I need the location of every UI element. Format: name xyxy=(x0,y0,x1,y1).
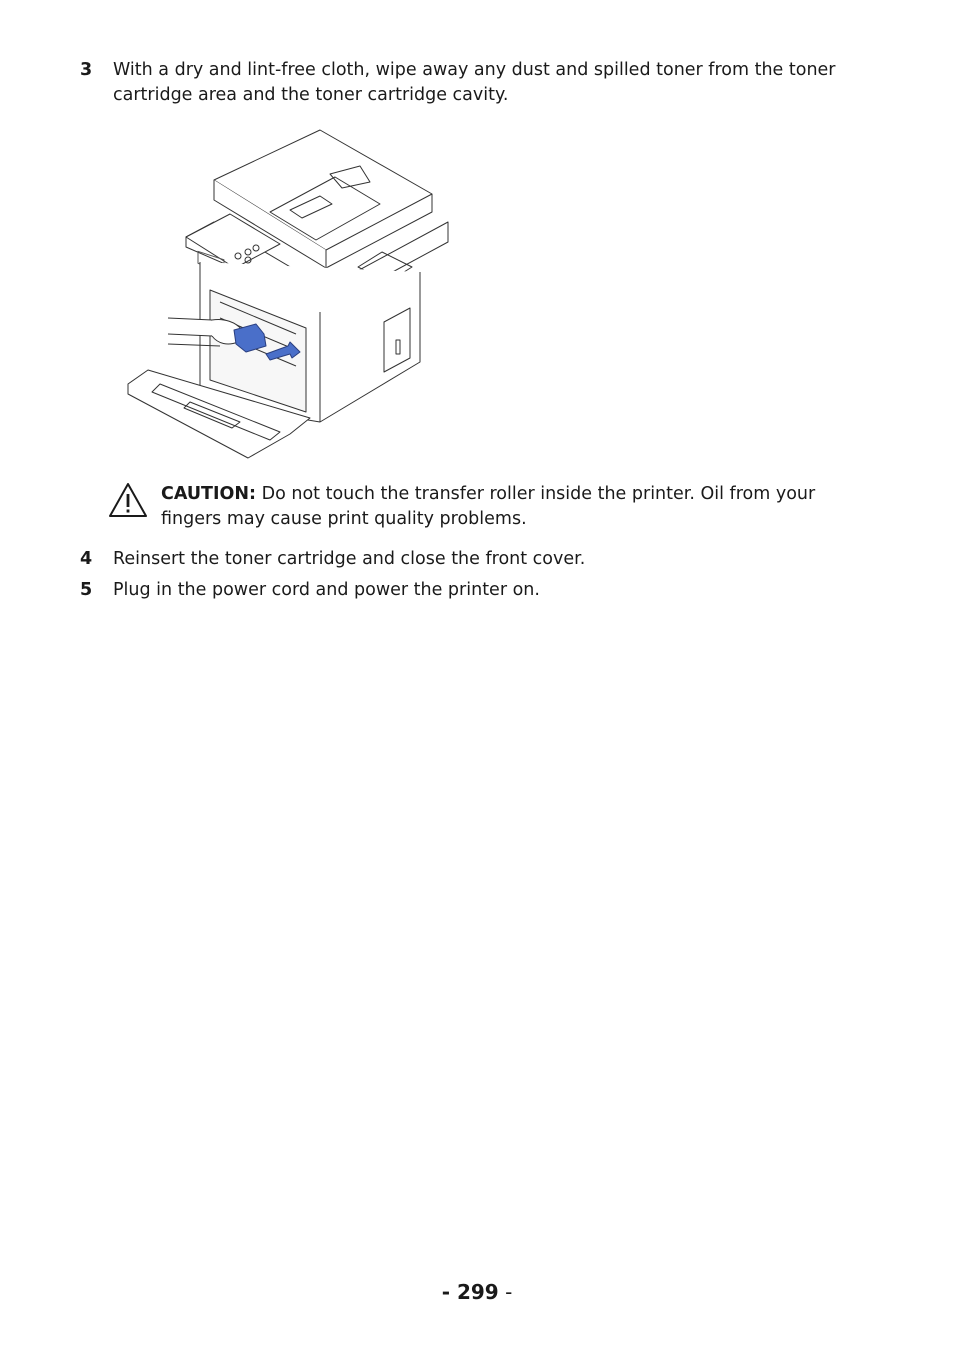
page-number-suffix: - xyxy=(498,1280,513,1304)
printer-cleaning-illustration xyxy=(120,122,455,467)
step-number: 5 xyxy=(80,580,93,600)
warning-triangle-icon xyxy=(108,482,148,518)
step-number: 3 xyxy=(80,60,93,80)
page-number-value: - 299 xyxy=(441,1280,499,1304)
step-4 xyxy=(80,547,880,572)
step-text: With a dry and lint-free cloth, wipe away any dust and spilled toner from the toner cartridge area and the toner cartridge cavity. xyxy=(113,60,836,105)
caution-note xyxy=(108,482,868,532)
step-5 xyxy=(80,578,880,603)
step-text: Plug in the power cord and power the printer on. xyxy=(113,580,540,600)
step-number: 4 xyxy=(80,549,93,569)
step-text: Reinsert the toner cartridge and close the front cover. xyxy=(113,549,586,569)
caution-label: CAUTION: xyxy=(161,484,257,504)
page-number xyxy=(0,1278,954,1306)
caution-text: Do not touch the transfer roller inside the printer. Oil from your fingers may cause print quality problems. xyxy=(161,484,816,529)
step-3 xyxy=(80,58,880,108)
